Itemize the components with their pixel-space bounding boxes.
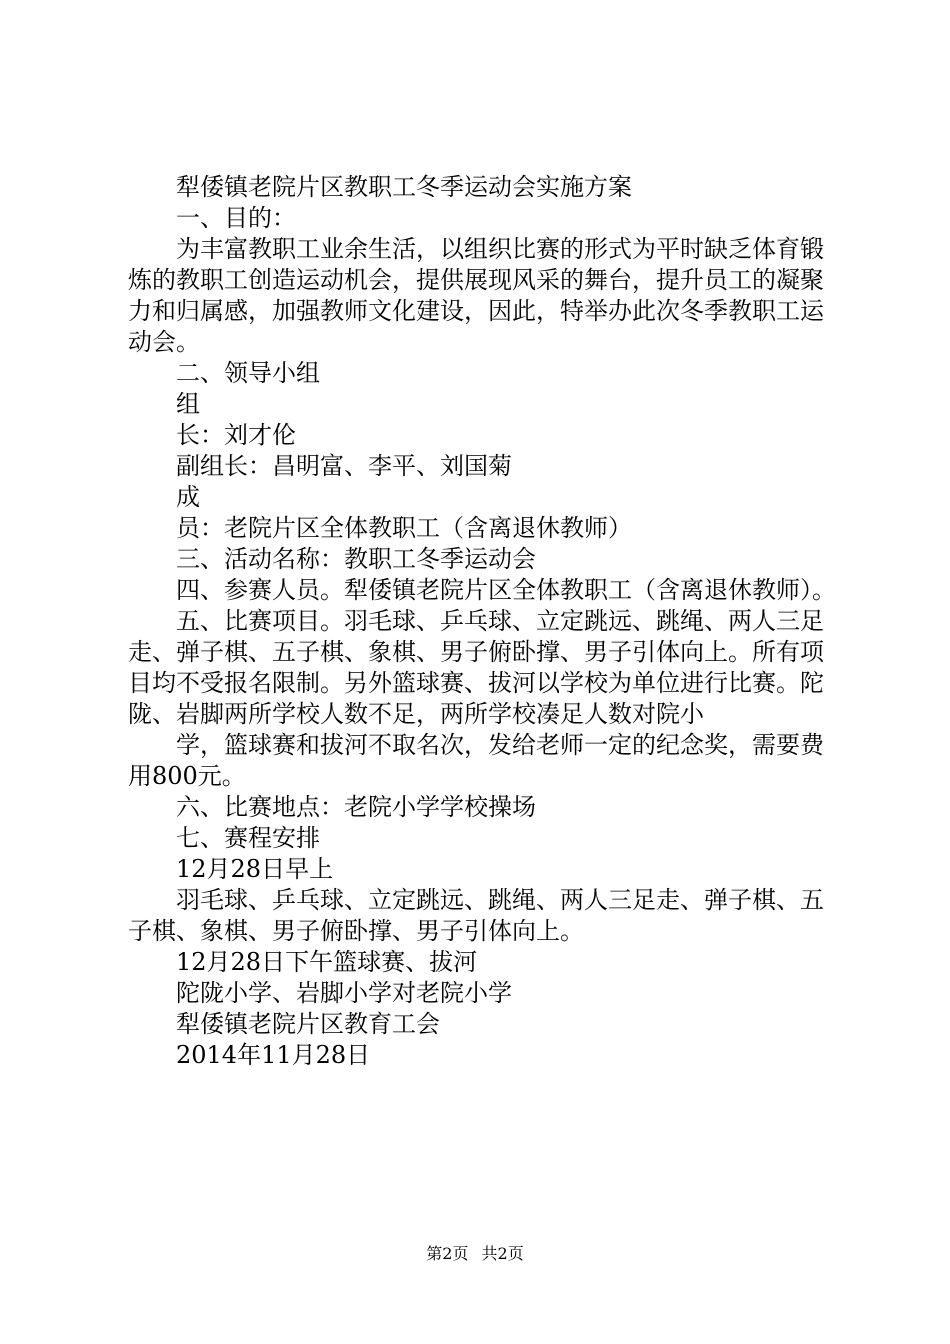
- signature-organization: 犁倭镇老院片区教育工会: [176, 1010, 440, 1038]
- section-schedule-heading: 七、赛程安排: [176, 824, 320, 852]
- events-continuation: 学，篮球赛和拔河不取名次，发给老师一定的纪念奖，需要费用800元。: [128, 731, 824, 790]
- section-activity-name: 三、活动名称：教职工冬季运动会: [176, 545, 536, 573]
- schedule-afternoon-matchup: 陀陇小学、岩脚小学对老院小学: [176, 979, 512, 1007]
- leadership-line: 员：老院片区全体教职工（含离退休教师）: [176, 514, 632, 542]
- document-body: [128, 172, 840, 1071]
- section-venue: 六、比赛地点：老院小学学校操场: [176, 793, 536, 821]
- section-participants: 四、参赛人员。犁倭镇老院片区全体教职工（含离退休教师）。: [176, 576, 836, 604]
- page-number: 第2页: [426, 1244, 469, 1263]
- leadership-line: 长：刘才伦: [176, 421, 296, 449]
- leadership-line: 组: [176, 390, 200, 418]
- schedule-date-morning: 12月28日早上: [176, 855, 334, 883]
- schedule-morning-events: 羽毛球、乒乓球、立定跳远、跳绳、两人三足走、弹子棋、五子棋、象棋、男子俯卧撑、男子引体向上。: [128, 886, 824, 945]
- leadership-line: 副组长：昌明富、李平、刘国菊: [176, 452, 512, 480]
- section-events: 五、比赛项目。羽毛球、乒乓球、立定跳远、跳绳、两人三足走、弹子棋、五子棋、象棋、男子俯卧撑、男子引体向上。所有项目均不受报名限制。另外篮球赛、拔河以学校为单位进行比赛。陀陇、岩脚两所学校人数不足，两所学校凑足人数对院小: [128, 607, 824, 728]
- page-footer: [0, 1244, 950, 1264]
- schedule-date-afternoon: 12月28日下午篮球赛、拔河: [176, 948, 478, 976]
- leadership-line: 成: [176, 483, 200, 511]
- document-title: 犁倭镇老院片区教职工冬季运动会实施方案: [176, 173, 632, 201]
- signature-date: 2014年11月28日: [176, 1041, 371, 1069]
- section-purpose-heading: 一、目的：: [176, 204, 296, 232]
- purpose-paragraph: 为丰富教职工业余生活，以组织比赛的形式为平时缺乏体育锻炼的教职工创造运动机会，提供展现风采的舞台，提升员工的凝聚力和归属感，加强教师文化建设，因此，特举办此次冬季教职工运动会。: [128, 235, 824, 356]
- section-leadership-heading: 二、领导小组: [176, 359, 320, 387]
- page-total: 共2页: [481, 1244, 524, 1263]
